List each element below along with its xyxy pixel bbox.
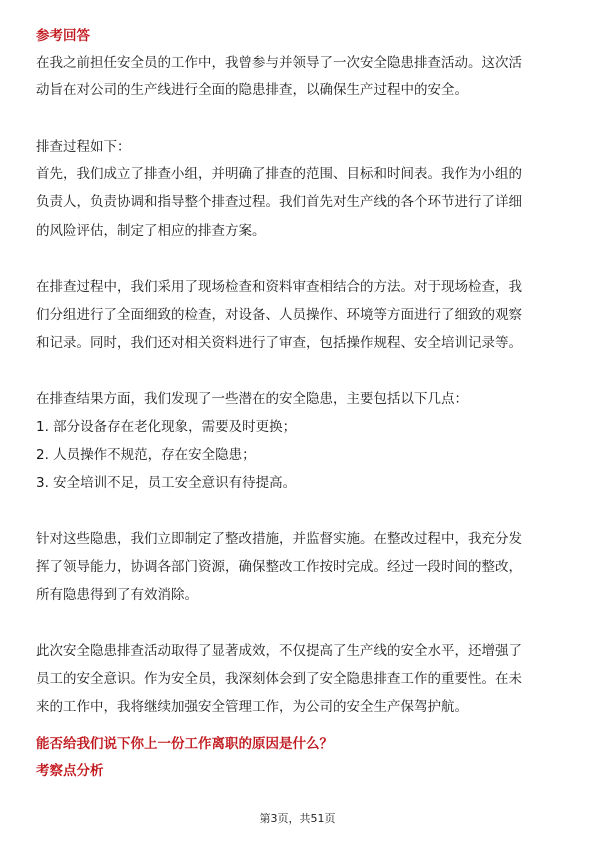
paragraph-line: 排查过程如下： xyxy=(36,139,131,155)
paragraph-line: 动旨在对公司的生产线进行全面的隐患排查，以确保生产过程中的安全。 xyxy=(36,82,468,98)
paragraph-line: 此次安全隐患排查活动取得了显著成效，不仅提高了生产线的安全水平，还增强了 xyxy=(36,643,522,659)
paragraph-line: 所有隐患得到了有效消除。 xyxy=(36,587,198,603)
list-item: 3. 安全培训不足，员工安全意识有待提高。 xyxy=(36,475,297,491)
analysis-section-title: 考察点分析 xyxy=(36,763,104,779)
list-item: 2. 人员操作不规范，存在安全隐患； xyxy=(36,447,256,463)
paragraph-line: 和记录。同时，我们还对相关资料进行了审查，包括操作规程、安全培训记录等。 xyxy=(36,335,522,351)
paragraph-line: 来的工作中，我将继续加强安全管理工作，为公司的安全生产保驾护航。 xyxy=(36,699,468,715)
paragraph-line: 在我之前担任安全员的工作中，我曾参与并领导了一次安全隐患排查活动。这次活 xyxy=(36,55,522,71)
paragraph-line: 挥了领导能力，协调各部门资源，确保整改工作按时完成。经过一段时间的整改， xyxy=(36,559,522,575)
paragraph-line: 在排查结果方面，我们发现了一些潜在的安全隐患，主要包括以下几点： xyxy=(36,391,468,407)
paragraph-line: 负责人，负责协调和指导整个排查过程。我们首先对生产线的各个环节进行了详细 xyxy=(36,194,522,210)
page-footer: 第3页，共51页 xyxy=(259,812,336,825)
paragraph-line: 们分组进行了全面细致的检查，对设备、人员操作、环境等方面进行了细致的观察 xyxy=(36,307,522,323)
next-question: 能否给我们说下你上一份工作离职的原因是什么？ xyxy=(36,736,333,752)
list-item: 1. 部分设备存在老化现象，需要及时更换； xyxy=(36,419,297,435)
answer-section-title: 参考回答 xyxy=(36,28,90,44)
paragraph-line: 的风险评估，制定了相应的排查方案。 xyxy=(36,223,266,239)
paragraph-line: 员工的安全意识。作为安全员，我深刻体会到了安全隐患排查工作的重要性。在未 xyxy=(36,671,522,687)
paragraph-line: 针对这些隐患，我们立即制定了整改措施，并监督实施。在整改过程中，我充分发 xyxy=(36,531,522,547)
paragraph-line: 首先，我们成立了排查小组，并明确了排查的范围、目标和时间表。我作为小组的 xyxy=(36,166,522,182)
paragraph-line: 在排查过程中，我们采用了现场检查和资料审查相结合的方法。对于现场检查，我 xyxy=(36,279,522,295)
